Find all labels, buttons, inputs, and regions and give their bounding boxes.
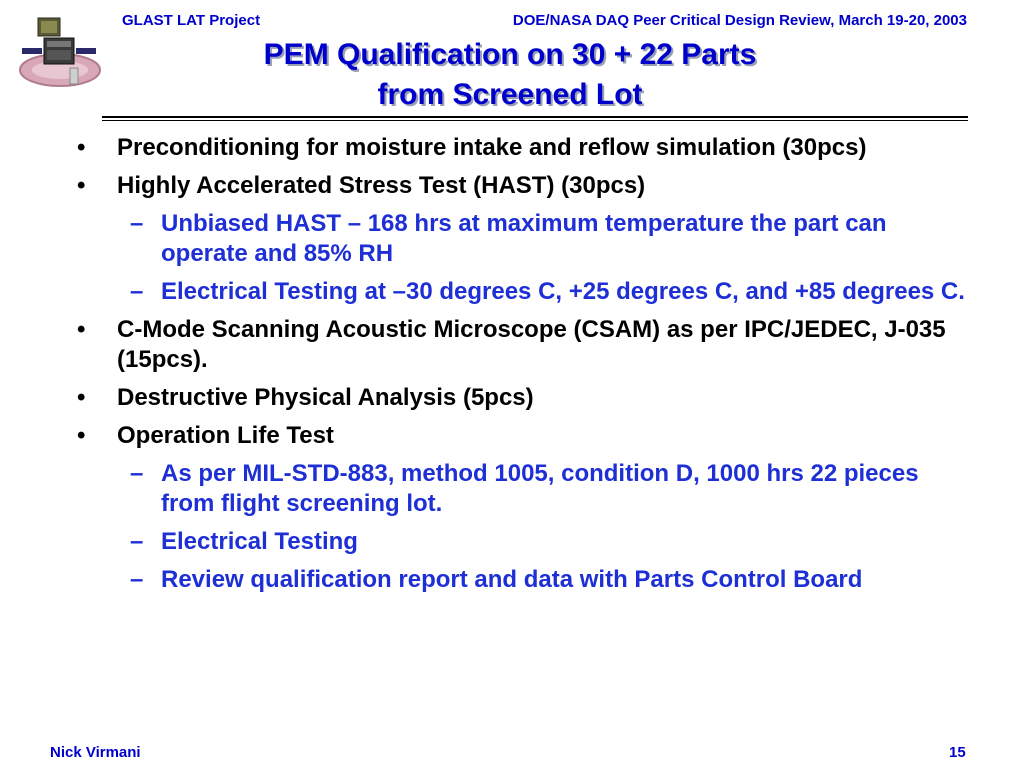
bullet-item: [72, 133, 972, 163]
sub-bullet-text: As per MIL-STD-883, method 1005, condition D, 1000 hrs 22 pieces from flight screening lot.: [161, 460, 919, 517]
bullet-marker: •: [77, 384, 86, 411]
sub-bullet-item: [72, 277, 972, 307]
sub-bullet-text: Electrical Testing: [161, 528, 358, 555]
bullet-item: [72, 171, 972, 201]
glast-satellite-logo-icon: [14, 8, 104, 98]
bullet-item: [72, 383, 972, 413]
slide-title-line-1: PEM Qualification on 30 + 22 Parts: [263, 38, 757, 71]
bullet-text: Destructive Physical Analysis (5pcs): [117, 384, 534, 411]
header-project-name: GLAST LAT Project: [122, 12, 261, 29]
header-review-title: DOE/NASA DAQ Peer Critical Design Review, March 19-20, 2003: [512, 12, 967, 29]
slide-title-line-2: from Screened Lot: [377, 78, 643, 111]
bullet-marker: •: [77, 316, 86, 343]
bullet-marker: •: [77, 422, 86, 449]
sub-bullet-marker: –: [130, 566, 144, 593]
bullet-text: Operation Life Test: [117, 422, 334, 449]
sub-bullet-marker: –: [130, 460, 144, 487]
title-divider: [102, 116, 968, 121]
sub-bullet-text: Review qualification report and data with Parts Control Board: [161, 566, 863, 593]
bullet-text: Highly Accelerated Stress Test (HAST) (30pcs): [117, 172, 646, 199]
footer-author: Nick Virmani: [50, 744, 141, 761]
sub-bullet-item: [72, 459, 972, 519]
bullet-text: Preconditioning for moisture intake and reflow simulation (30pcs): [117, 134, 867, 161]
sub-bullet-item: [72, 527, 972, 557]
bullet-marker: •: [77, 172, 86, 199]
sub-bullet-item: [72, 565, 972, 595]
sub-bullet-text: Unbiased HAST – 168 hrs at maximum temperature the part can operate and 85% RH: [161, 210, 887, 267]
bullet-marker: •: [77, 134, 86, 161]
sub-bullet-text: Electrical Testing at –30 degrees C, +25 degrees C, and +85 degrees C.: [161, 278, 965, 305]
bullet-item: [72, 421, 972, 451]
slide-title: [150, 35, 870, 115]
sub-bullet-item: [72, 209, 972, 269]
sub-bullet-marker: –: [130, 278, 144, 305]
sub-bullet-marker: –: [130, 210, 144, 237]
bullet-item: [72, 315, 972, 375]
bullet-list: [72, 133, 972, 603]
bullet-text: C-Mode Scanning Acoustic Microscope (CSAM) as per IPC/JEDEC, J-035 (15pcs).: [117, 316, 946, 373]
footer-page-number: 15: [949, 744, 966, 761]
sub-bullet-marker: –: [130, 528, 144, 555]
